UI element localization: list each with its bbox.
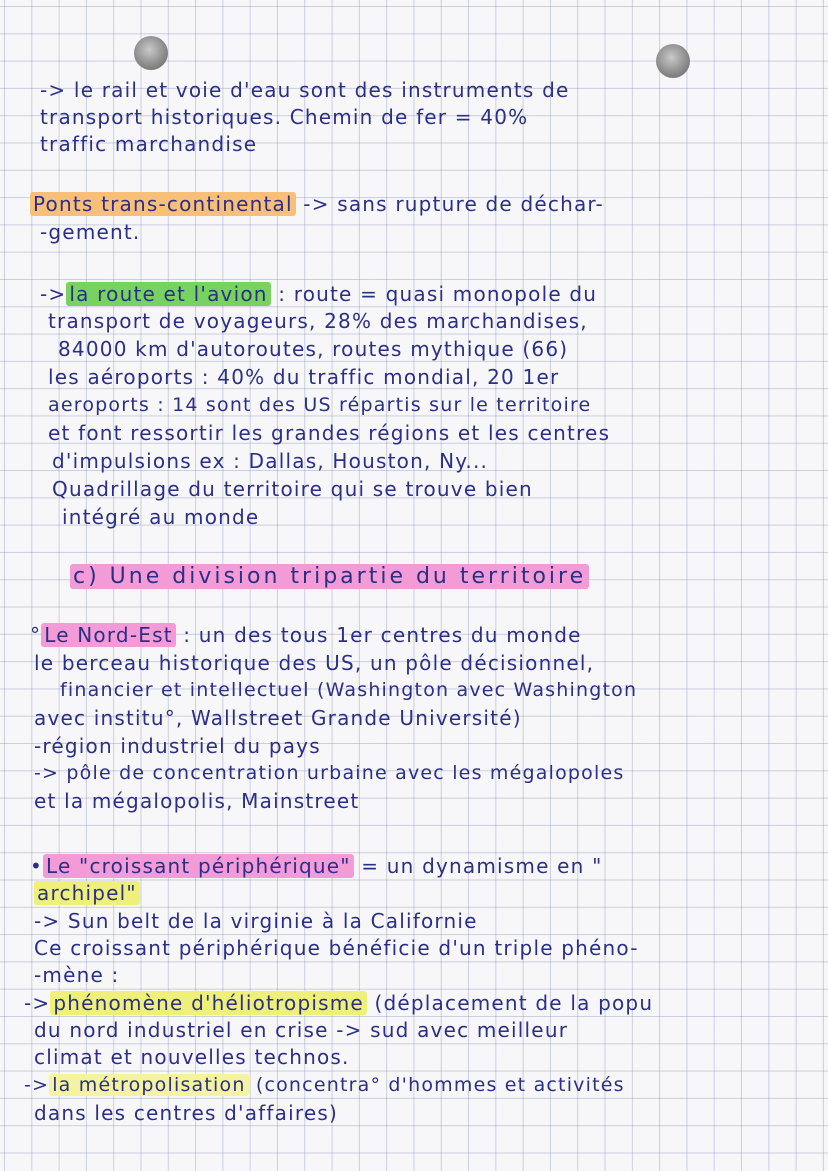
arrow: -> <box>24 991 51 1015</box>
highlight-heliotropisme: phénomène d'héliotropisme <box>50 991 367 1015</box>
text: : un des tous 1er centres du monde <box>175 623 582 647</box>
text-line: Quadrillage du territoire qui se trouve bien <box>52 477 533 501</box>
text-line <box>34 880 140 906</box>
text-line <box>30 191 604 217</box>
text-line: climat et nouvelles technos. <box>34 1045 350 1069</box>
text-line: d'impulsions ex : Dallas, Houston, Ny... <box>52 449 489 473</box>
text-line: -> Sun belt de la virginie à la Californie <box>34 909 478 933</box>
heading-text: c) Une division tripartie du territoire <box>70 564 589 589</box>
highlight-route-avion: la route et l'avion <box>66 282 270 306</box>
highlight-metropolisation: la métropolisation <box>49 1074 248 1096</box>
highlight-ponts: Ponts trans-continental <box>30 192 296 216</box>
text-line: et la mégalopolis, Mainstreet <box>34 789 360 813</box>
text-line: financier et intellectuel (Washington avec Washington <box>60 679 638 701</box>
bullet: ° <box>30 623 42 647</box>
text-line: -région industriel du pays <box>34 734 321 758</box>
text-line: aeroports : 14 sont des US répartis sur le territoire <box>48 394 592 416</box>
text: : route = quasi monopole du <box>270 282 598 306</box>
highlight-croissant: Le "croissant périphérique" <box>43 854 354 878</box>
binder-hole-right <box>656 44 690 78</box>
text-line: 84000 km d'autoroutes, routes mythique (66) <box>58 337 569 361</box>
bullet: • <box>30 854 43 878</box>
text-line: les aéroports : 40% du traffic mondial, 20 1er <box>48 365 560 389</box>
highlight-archipel: archipel" <box>34 881 140 905</box>
text-line: intégré au monde <box>62 505 260 529</box>
text-line <box>24 1072 625 1098</box>
arrow: -> <box>24 1074 50 1096</box>
text-line: avec institu°, Wallstreet Grande Université) <box>34 706 522 730</box>
text-line: -> pôle de concentration urbaine avec les mégalopoles <box>34 762 625 784</box>
text-line: -> le rail et voie d'eau sont des instruments de <box>40 78 570 102</box>
text: = un dynamisme en " <box>353 854 603 878</box>
section-heading <box>70 564 589 590</box>
text-line: dans les centres d'affaires) <box>34 1101 338 1125</box>
text-line: transport historiques. Chemin de fer = 40% <box>40 105 529 129</box>
text-line <box>24 990 653 1016</box>
text-line: transport de voyageurs, 28% des marchandises, <box>48 309 588 333</box>
text-line: traffic marchandise <box>40 132 258 156</box>
arrow: -> <box>40 282 67 306</box>
text-line <box>30 622 582 648</box>
text: -> sans rupture de déchar- <box>295 192 604 216</box>
text: (déplacement de la popu <box>366 991 654 1015</box>
text-line: et font ressortir les grandes régions et les centres <box>48 421 611 445</box>
text-line: du nord industriel en crise -> sud avec meilleur <box>34 1018 569 1042</box>
highlight-nord-est: Le Nord-Est <box>41 623 176 647</box>
text-line: Ce croissant périphérique bénéficie d'un triple phéno- <box>34 936 639 960</box>
text-line: le berceau historique des US, un pôle décisionnel, <box>34 651 595 675</box>
text-line <box>40 281 597 307</box>
text-line: -mène : <box>34 963 120 987</box>
text: (concentra° d'hommes et activités <box>248 1074 625 1096</box>
text-line: -gement. <box>40 220 141 244</box>
binder-hole-left <box>134 36 168 70</box>
text-line <box>30 853 603 879</box>
